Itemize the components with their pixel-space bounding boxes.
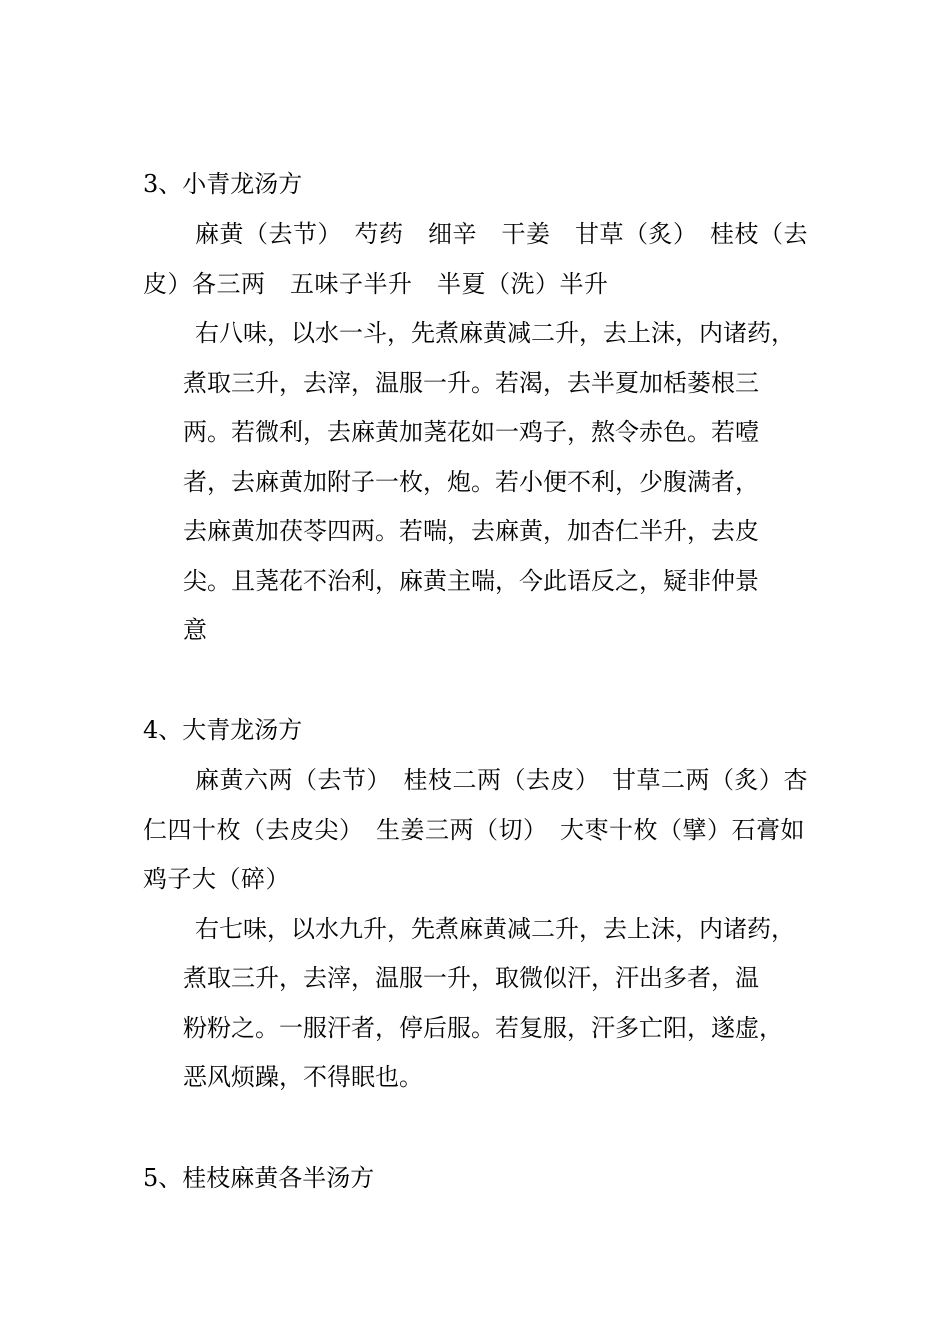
method-paragraph — [183, 905, 823, 1103]
recipe-section-3 — [143, 172, 843, 656]
ingredients-paragraph: 麻黄（去节） 芍药 细辛 干姜 甘草（炙） 桂枝（去皮）各三两 五味子半升 半夏（洗）半升 — [143, 220, 808, 298]
section-heading: 5、桂枝麻黄各半汤方 — [143, 1164, 375, 1192]
method-line: 煮取三升，去滓，温服一升。若渴，去半夏加栝蒌根三 — [183, 368, 759, 397]
ingredients-paragraph: 麻黄六两（去节） 桂枝二两（去皮） 甘草二两（炙）杏仁四十枚（去皮尖） 生姜三两（切） 大枣十枚（擘）石膏如鸡子大（碎） — [143, 766, 808, 893]
method-line: 右七味，以水九升，先煮麻黄减二升，去上沫，内诸药， — [195, 914, 795, 943]
section-heading: 3、小青龙汤方 — [143, 170, 303, 198]
method-line: 意 — [183, 616, 207, 644]
recipe-section-4 — [143, 718, 843, 1103]
method-line: 尖。且荛花不治利，麻黄主喘，今此语反之，疑非仲景 — [183, 566, 759, 595]
method-paragraph — [183, 309, 823, 656]
method-line: 煮取三升，去滓，温服一升，取微似汗，汗出多者，温 — [183, 964, 759, 992]
method-line: 粉粉之。一服汗者，停后服。若复服，汗多亡阳，遂虚， — [183, 1013, 783, 1042]
method-line: 恶风烦躁，不得眠也。 — [183, 1063, 423, 1091]
section-heading: 4、大青龙汤方 — [143, 716, 303, 744]
method-line: 两。若微利，去麻黄加荛花如一鸡子，熬令赤色。若噎 — [183, 418, 759, 446]
method-line: 右八味，以水一斗，先煮麻黄减二升，去上沫，内诸药， — [195, 319, 795, 347]
recipe-section-5 — [143, 1166, 843, 1190]
method-line: 者，去麻黄加附子一枚，炮。若小便不利，少腹满者， — [183, 467, 759, 496]
method-line: 去麻黄加茯苓四两。若喘，去麻黄，加杏仁半升，去皮 — [183, 517, 759, 545]
